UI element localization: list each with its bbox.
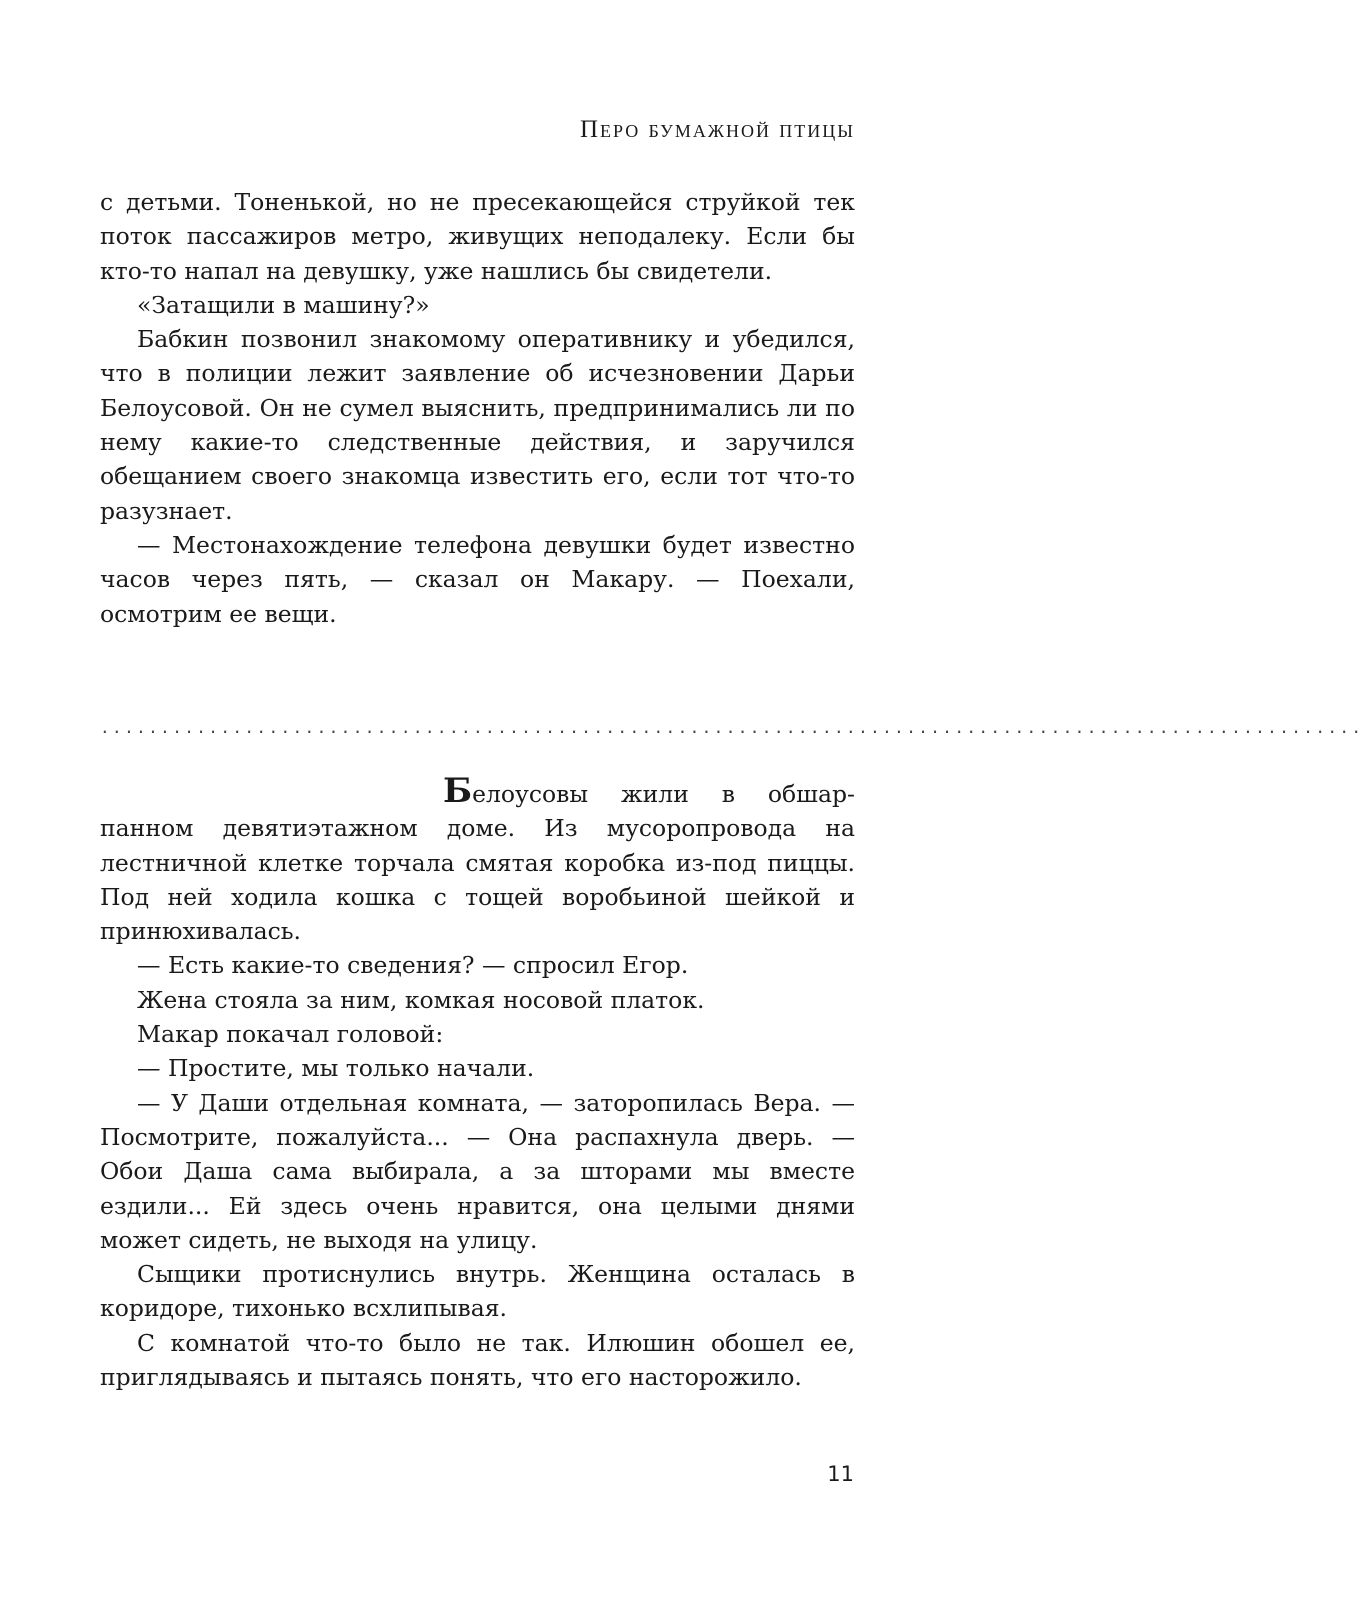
paragraph: Макар покачал головой: xyxy=(137,1020,444,1049)
paragraph: — Есть какие-то сведения? — спросил Егор. xyxy=(137,951,689,980)
dropcap-letter: Б xyxy=(443,771,473,811)
opening-paragraph xyxy=(100,771,855,948)
paragraph: «Затащили в машину?» xyxy=(137,290,430,319)
section-divider: ......................................................................................................... xyxy=(100,718,1363,737)
paragraph: С комнатой что-то было не так. Илюшин обошел ее, приглядываясь и пытаясь понять, что его насторожило. xyxy=(100,1328,855,1392)
opening-paragraph-text: елоусовы жили в обшарпанном девятиэтажном доме. Из мусоропровода на лестничной клетке торчала смятая коробка из-под пиццы. Под ней ходила кошка с тощей воробьиной шейкой и принюхивалась. xyxy=(100,780,855,946)
paragraph: — Простите, мы только начали. xyxy=(137,1054,535,1083)
paragraph: Сыщики протиснулись внутрь. Женщина осталась в коридоре, тихонько всхлипывая. xyxy=(100,1260,855,1323)
text-section-2 xyxy=(100,771,855,1394)
text-section-1 xyxy=(100,185,855,631)
running-head: Перо бумажной птицы xyxy=(579,116,855,143)
paragraph: Бабкин позвонил знакомому оперативнику и убедился, что в полиции лежит заявление об исчезновении Дарьи Белоусовой. Он не сумел выяснить, предпринимались ли по нему какие-то следственные действия, и заручился обещанием своего знакомца известить его, если тот что-то разузнает. xyxy=(100,325,855,525)
paragraph: Жена стояла за ним, комкая носовой платок. xyxy=(137,985,705,1014)
paragraph: с детьми. Тоненькой, но не пресекающейся струйкой тек поток пассажиров метро, живущих неподалеку. Если бы кто-то напал на девушку, уже нашлись бы свидетели. xyxy=(100,188,855,285)
paragraph: — Местонахождение телефона девушки будет известно часов через пять, — сказал он Макару. — Поехали, осмотрим ее вещи. xyxy=(100,530,855,628)
paragraph: — У Даши отдельная комната, — заторопилась Вера. — Посмотрите, пожалуйста... — Она распахнула дверь. — Обои Даша сама выбирала, а за шторами мы вместе ездили... Ей здесь очень нравится, она целыми днями может сидеть, не выходя на улицу. xyxy=(100,1088,855,1254)
page-number: 11 xyxy=(827,1462,854,1486)
